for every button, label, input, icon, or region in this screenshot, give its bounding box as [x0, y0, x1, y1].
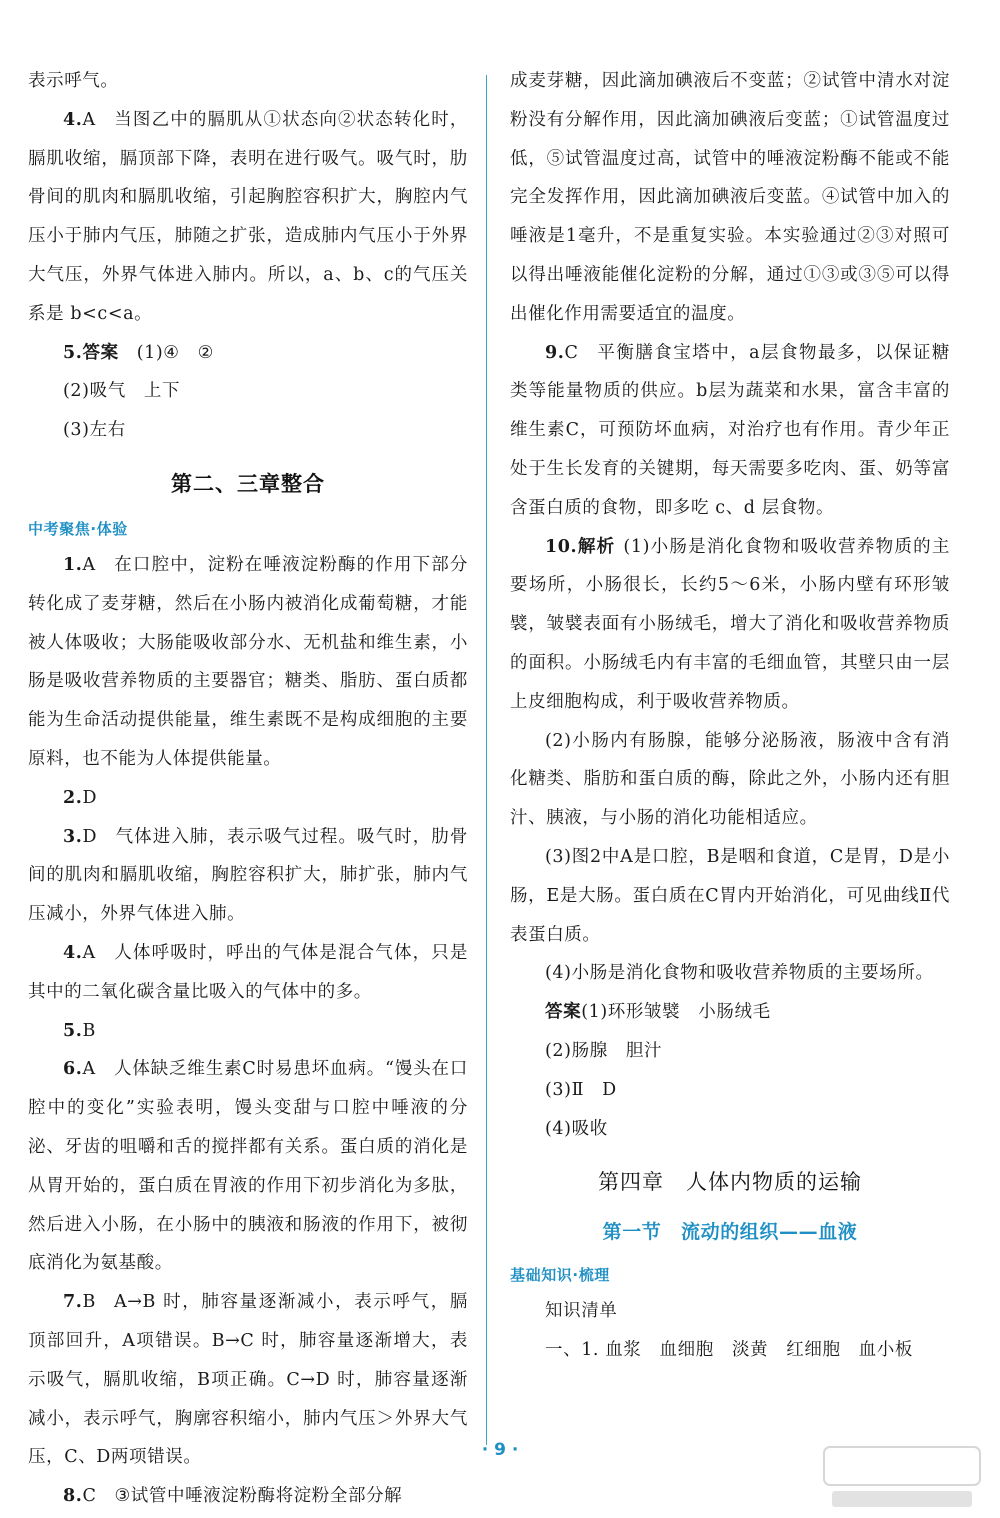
answer-item: 5.B — [63, 1020, 96, 1041]
answer-item: 3.D 气体进入肺，表示吸气过程。吸气时，肋骨间的肌肉和膈肌收缩，胸腔容积扩大，肺扩张，肺内气压减小，外界气体进入肺。 — [28, 826, 468, 925]
answer-item: 6.A 人体缺乏维生素C时易患坏血病。“馒头在口腔中的变化”实验表明，馒头变甜与口腔中唾液的分泌、牙齿的咀嚼和舌的搅拌都有关系。蛋白质的消化是从胃开始的，蛋白质在胃液的作用下初步消化为多肽，然后进入小肠，在小肠中的胰液和肠液的作用下，被彻底消化为氨基酸。 — [28, 1059, 468, 1274]
section-title: 第二、三章整合 — [171, 471, 325, 496]
paragraph: 成麦芽糖，因此滴加碘液后不变蓝；②试管中清水对淀粉没有分解作用，因此滴加碘液后变蓝；①试管温度过低，⑤试管温度过高，试管中的唾液淀粉酶不能或不能完全发挥作用，因此滴加碘液后变蓝。④试管中加入的唾液是1毫升，不是重复实验。本实验通过②③对照可以得出唾液能催化淀粉的分解，通过①③或③⑤可以得出催化作用需要适宜的温度。 — [510, 71, 950, 324]
answer-item: 7.B A→B 时，肺容量逐渐减小，表示呼气，膈顶部回升，A项错误。B→C 时，肺容量逐渐增大，表示吸气，膈肌收缩，B项正确。C→D 时，肺容量逐渐减小，表示呼气，胸廓容积缩小，肺内气压＞外界大气压，C、D两项错误。 — [28, 1292, 468, 1468]
watermark-logo-icon — [822, 1445, 982, 1511]
answer-line: (2)肠腺 胆汁 — [545, 1040, 663, 1061]
answer-item: 4.A 当图乙中的膈肌从①状态向②状态转化时，膈肌收缩，膈顶部下降，表明在进行吸气。吸气时，肋骨间的肌肉和膈肌收缩，引起胸腔容积扩大，胸腔内气压小于肺内气压，肺随之扩张，造成肺内气压小于外界大气压，外界气体进入肺内。所以，a、b、c的气压关系是 b<c<a。 — [28, 109, 468, 324]
list-item: 一、1. 血浆 血细胞 淡黄 红细胞 血小板 — [545, 1340, 913, 1361]
paragraph: 表示呼气。 — [28, 71, 119, 91]
answer-item: 10.解析 (1)小肠是消化食物和吸收营养物质的主要场所，小肠很长，长约5～6米，小肠内壁有环形皱襞，皱襞表面有小肠绒毛，增大了消化和吸收营养物质的面积。小肠绒毛内有丰富的毛细血管，其壁只由一层上皮细胞构成，利于吸收营养物质。 — [510, 536, 951, 712]
answer-line: (4)吸收 — [545, 1118, 608, 1139]
subsection-heading: 中考聚焦·体验 — [28, 519, 128, 538]
answer-line: 答案(1)环形皱襞 小肠绒毛 — [545, 1002, 771, 1023]
answer-line: (3)Ⅱ D — [545, 1079, 617, 1100]
left-column — [28, 62, 468, 1516]
answer-item: 8.C ③试管中唾液淀粉酶将淀粉全部分解 — [63, 1486, 403, 1507]
answer-item: 5.答案 (1)④ ② — [63, 342, 214, 363]
answer-item: 1.A 在口腔中，淀粉在唾液淀粉酶的作用下部分转化成了麦芽糖，然后在小肠内被消化成葡萄糖，才能被人体吸收；大肠能吸收部分水、无机盐和维生素，小肠是吸收营养物质的主要器官；糖类、脂肪、蛋白质都能为生命活动提供能量，维生素既不是构成细胞的主要原料，也不能为人体提供能量。 — [28, 554, 468, 769]
column-divider — [486, 75, 487, 1445]
paragraph: (3)图2中A是口腔，B是咽和食道，C是胃，D是小肠，E是大肠。蛋白质在C胃内开始消化，可见曲线Ⅱ代表蛋白质。 — [510, 846, 950, 945]
page-number: · 9 · — [481, 1440, 519, 1460]
answer-line: (3)左右 — [63, 420, 126, 441]
list-title: 知识清单 — [545, 1301, 618, 1322]
answer-line: (2)吸气 上下 — [63, 381, 181, 402]
answer-item: 4.A 人体呼吸时，呼出的气体是混合气体，只是其中的二氧化碳含量比吸入的气体中的多。 — [28, 942, 468, 1002]
subsection-heading: 基础知识·梳理 — [510, 1266, 610, 1285]
chapter-title: 第四章 人体内物质的运输 — [598, 1170, 862, 1195]
section-title: 第一节 流动的组织——血液 — [602, 1221, 858, 1244]
answer-item: 9.C 平衡膳食宝塔中，a层食物最多，以保证糖类等能量物质的供应。b层为蔬菜和水果，富含丰富的维生素C，可预防坏血病，对治疗也有作用。青少年正处于生长发育的关键期，每天需要多吃肉、蛋、奶等富含蛋白质的食物，即多吃 c、d 层食物。 — [510, 342, 950, 518]
paragraph: (2)小肠内有肠腺，能够分泌肠液，肠液中含有消化糖类、脂肪和蛋白质的酶，除此之外，小肠内还有胆汁、胰液，与小肠的消化功能相适应。 — [510, 730, 950, 829]
right-column — [510, 62, 950, 1370]
paragraph: (4)小肠是消化食物和吸收营养物质的主要场所。 — [545, 963, 934, 984]
answer-item: 2.D — [63, 787, 98, 808]
